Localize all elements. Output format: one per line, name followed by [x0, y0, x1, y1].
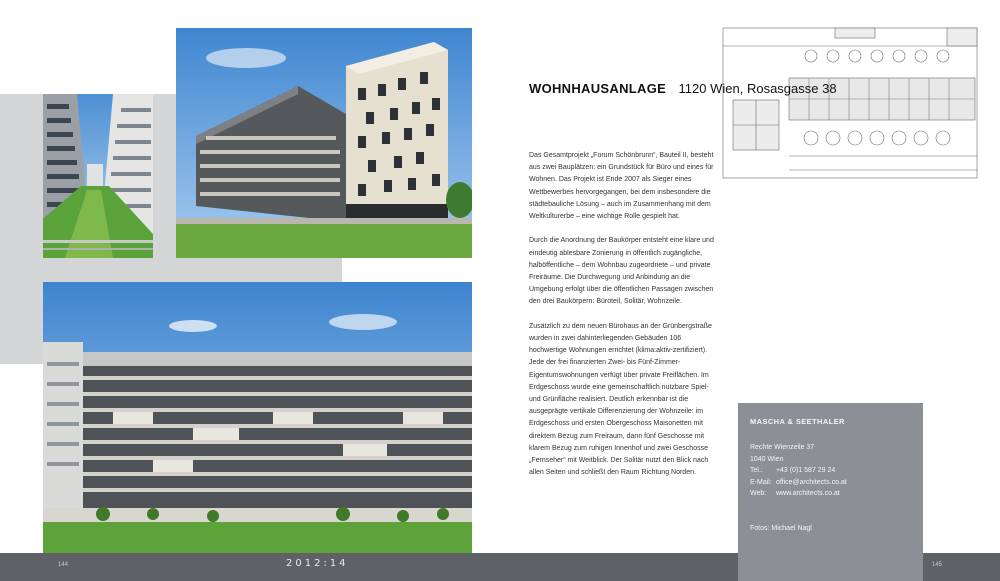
phone-value: +43 (0)1 587 29 24 — [775, 467, 836, 474]
architect-info-box — [738, 403, 923, 581]
article-title: WOHNHAUSANLAGE — [529, 81, 667, 96]
photo-residential-block — [43, 282, 472, 553]
architect-phone-row — [750, 465, 911, 477]
issue-label: 2012:14 — [286, 558, 349, 569]
architect-email-row — [750, 477, 911, 489]
architect-street: Rechte Wienzeile 37 — [750, 444, 815, 451]
grey-block-mid — [176, 258, 342, 282]
photo-courtyard — [43, 94, 153, 258]
email-link[interactable]: office@architects.co.at — [775, 478, 847, 486]
page-number-left: 144 — [58, 562, 69, 568]
photo-credit: Fotos: Michael Nagl — [750, 524, 812, 532]
page-number-right: 145 — [932, 562, 943, 568]
email-label: E-Mail: — [750, 478, 772, 486]
paragraph: Durch die Anordnung der Baukörper entsteht eine klare und eindeutig ablesbare Zonierung in öffentlich zugängliche, halböffentliche – dem Wohnbau zugeordnete – und private Freiräume. Die Durchwegung und Anbindung an die Umgebung erfolgt über die öffentlichen Passagen zwischen den drei Baukörpern: Büroteil, Solitär, Wohnzeile. — [529, 237, 714, 306]
paragraph: Zusätzlich zu dem neuen Bürohaus an der Grünbergstraße wurden in zwei dahinterliegenden Gebäuden 106 hochwertige Wohnungen errichtet (klima:aktiv-zertifiziert). Jede der frei finanzierten Zwei- bis Fünf-Zimmer-Eigentumswohnungen verfügt über private Freiflächen. Im Erdgeschoss wurde eine gemeinschaftlich nutzbare Spiel- und Grünfläche realisiert. Deutlich erkennbar ist die ausgeprägte vertikale Differenzierung der Wohnzeile: im Erdgeschoss und ersten Obergeschoss Maisonetten mit direktem Bezug zum Freiraum, dann fünf Geschosse mit klarem Bezug zum ruhigen Innenhof und zwei Geschosse „Fernseher“ mit Weitblick. Der Solitär nutzt den Blick nach allen Seiten und schließt den Raum Richtung Norden. — [529, 322, 712, 477]
paragraph: Das Gesamtprojekt „Forum Schönbrunn“, Bauteil II, besteht aus zwei Bauplätzen: ein Grundstück für Büro und eines für Wohnen. Das Projekt ist Ende 2007 als Sieger eines Wettbewerbes hervorgegangen, bei dem insbesondere die städtebauliche Lösung – auch im Zusammenhang mit dem Weltkulturerbe – eine wichtige Rolle gespielt hat. — [529, 152, 714, 221]
architect-web-row — [750, 488, 911, 500]
site-plan-drawing — [715, 26, 985, 182]
photo-building-corner — [176, 28, 472, 258]
web-link[interactable]: www.architects.co.at — [775, 490, 840, 497]
phone-label: Tel.: — [750, 467, 763, 474]
article-body — [529, 150, 719, 492]
web-label: Web: — [750, 490, 767, 497]
article-location: 1120 Wien, Rosasgasse 38 — [678, 81, 837, 96]
article-heading — [529, 80, 837, 98]
architect-name: MASCHA & SEETHALER — [750, 417, 845, 426]
architect-city: 1040 Wien — [750, 455, 784, 463]
